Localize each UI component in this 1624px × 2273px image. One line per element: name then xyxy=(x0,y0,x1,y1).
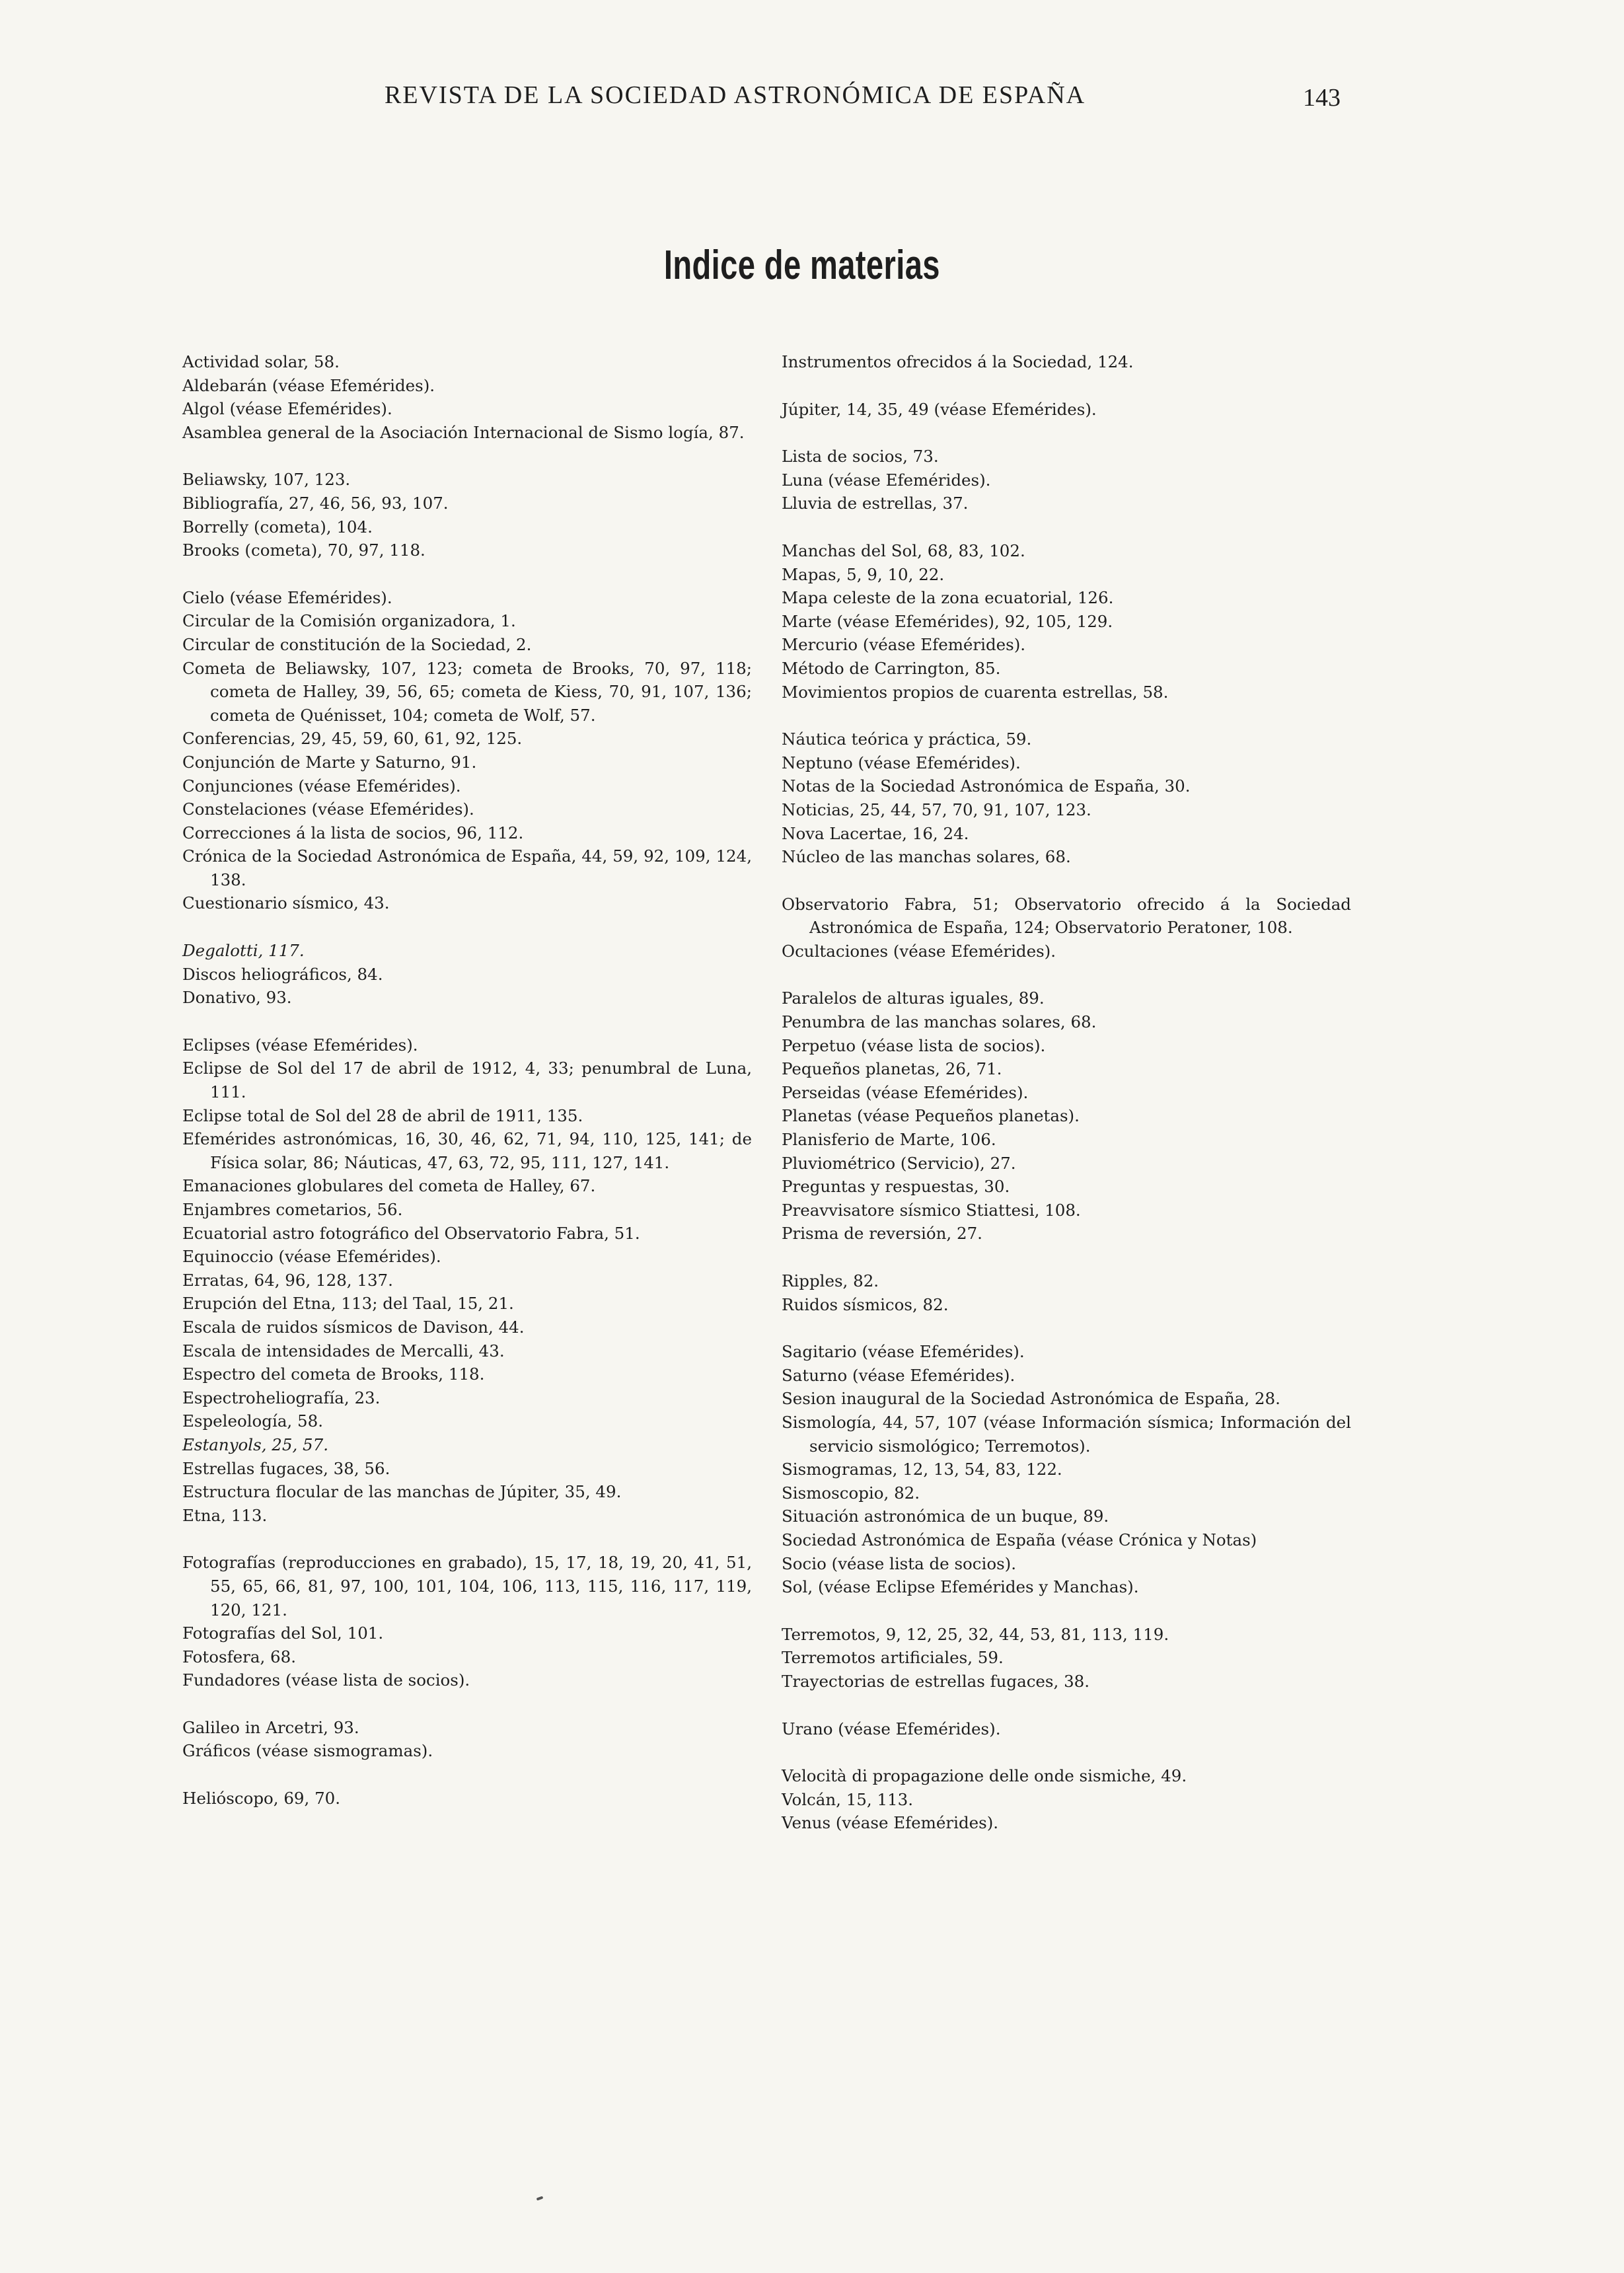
index-entry: Gráficos (véase sismogramas). xyxy=(182,1741,433,1761)
page-number: 143 xyxy=(1303,84,1341,112)
index-entry: Erupción del Etna, 113; del Taal, 15, 21. xyxy=(182,1294,514,1314)
index-letter-group xyxy=(782,539,1351,704)
index-entry: Marte (véase Efemérides), 92, 105, 129. xyxy=(782,611,1113,631)
index-entry: Lluvia de estrellas, 37. xyxy=(782,494,969,513)
index-entry: Noticias, 25, 44, 57, 70, 91, 107, 123. xyxy=(782,800,1091,819)
index-entry: Lista de socios, 73. xyxy=(782,447,939,466)
index-entry: Luna (véase Efemérides). xyxy=(782,470,991,490)
index-entry: Neptuno (véase Efemérides). xyxy=(782,753,1021,772)
index-letter-group xyxy=(182,586,752,915)
index-entry: Preavvisatore sísmico Stiattesi, 108. xyxy=(782,1200,1081,1220)
index-letter-group xyxy=(182,1033,752,1527)
index-entry: Náutica teórica y práctica, 59. xyxy=(782,729,1032,749)
index-entry: Paralelos de alturas iguales, 89. xyxy=(782,988,1045,1008)
index-entry: Escala de ruidos sísmicos de Davison, 44. xyxy=(182,1317,525,1337)
index-entry: Conjunciones (véase Efemérides). xyxy=(182,776,461,796)
index-entry: Crónica de la Sociedad Astronómica de España, 44, 59, 92, 109, 124, 138. xyxy=(182,846,752,889)
index-entry: Estrellas fugaces, 38, 56. xyxy=(182,1458,390,1478)
index-entry: Cometa de Beliawsky, 107, 123; cometa de Brooks, 70, 97, 118; cometa de Halley, 39, 56, 65; cometa de Kiess, 70, 91, 107, 136; cometa de Quénisset, 104; cometa de Wolf, 57. xyxy=(182,658,752,725)
index-entry: Mapa celeste de la zona ecuatorial, 126. xyxy=(782,588,1114,608)
index-entry: Ecuatorial astro fotográfico del Observatorio Fabra, 51. xyxy=(182,1223,640,1243)
index-entry: Espeleología, 58. xyxy=(182,1411,323,1431)
index-entry: Manchas del Sol, 68, 83, 102. xyxy=(782,540,1025,560)
index-entry: Prisma de reversión, 27. xyxy=(782,1224,982,1244)
index-entry: Eclipse de Sol del 17 de abril de 1912, 4, 33; penumbral de Luna, 111. xyxy=(182,1059,752,1102)
index-entry: Fotografías (reproducciones en grabado), 15, 17, 18, 19, 20, 41, 51, 55, 65, 66, 81, 97, 100, 101, 104, 106, 113, 115, 116, 117, 119, 120, 121. xyxy=(182,1553,752,1620)
index-entry: Pluviométrico (Servicio), 27. xyxy=(782,1153,1016,1173)
index-entry: Sociedad Astronómica de España (véase Crónica y Notas) xyxy=(782,1530,1257,1549)
index-entry: Actividad solar, 58. xyxy=(182,352,340,371)
index-entry: Ruidos sísmicos, 82. xyxy=(782,1294,949,1314)
index-column-left xyxy=(182,350,752,1834)
index-letter-group xyxy=(782,987,1351,1246)
running-header: REVISTA DE LA SOCIEDAD ASTRONÓMICA DE ESPAÑA xyxy=(385,81,1086,109)
index-letter-group xyxy=(782,727,1351,869)
index-letter-group xyxy=(782,350,1351,374)
index-entry: Velocità di propagazione delle onde sismiche, 49. xyxy=(782,1766,1187,1786)
index-entry: Sagitario (véase Efemérides). xyxy=(782,1342,1025,1362)
index-entry: Efemérides astronómicas, 16, 30, 46, 62, 71, 94, 110, 125, 141; de Física solar, 86; Náuticas, 47, 63, 72, 95, 111, 127, 141. xyxy=(182,1129,752,1172)
index-entry: Mapas, 5, 9, 10, 22. xyxy=(782,564,945,584)
index-entry: Terremotos, 9, 12, 25, 32, 44, 53, 81, 113, 119. xyxy=(782,1624,1169,1644)
index-entry: Fundadores (véase lista de socios). xyxy=(182,1670,470,1690)
index-entry: Movimientos propios de cuarenta estrellas, 58. xyxy=(782,682,1169,702)
index-letter-group xyxy=(782,1269,1351,1316)
index-letter-group xyxy=(182,1787,752,1810)
index-entry: Método de Carrington, 85. xyxy=(782,658,1001,678)
index-letter-group xyxy=(182,468,752,562)
index-entry: Júpiter, 14, 35, 49 (véase Efemérides). xyxy=(782,399,1097,419)
index-letter-group xyxy=(182,1716,752,1763)
index-letter-group xyxy=(182,939,752,1010)
index-entry: Algol (véase Efemérides). xyxy=(182,399,392,419)
index-entry: Emanaciones globulares del cometa de Halley, 67. xyxy=(182,1176,596,1196)
index-entry: Espectroheliografía, 23. xyxy=(182,1388,381,1407)
index-entry: Fotografías del Sol, 101. xyxy=(182,1623,384,1643)
index-entry: Galileo in Arcetri, 93. xyxy=(182,1717,359,1737)
index-entry: Planisferio de Marte, 106. xyxy=(782,1130,996,1150)
index-entry: Saturno (véase Efemérides). xyxy=(782,1365,1015,1385)
index-letter-group xyxy=(182,350,752,444)
index-entry: Donativo, 93. xyxy=(182,988,292,1008)
index-entry: Estructura flocular de las manchas de Júpiter, 35, 49. xyxy=(182,1482,622,1502)
index-entry: Trayectorias de estrellas fugaces, 38. xyxy=(782,1671,1090,1691)
index-entry: Notas de la Sociedad Astronómica de España, 30. xyxy=(782,776,1191,796)
index-entry: Helióscopo, 69, 70. xyxy=(182,1789,341,1808)
index-entry: Penumbra de las manchas solares, 68. xyxy=(782,1012,1097,1032)
index-entry: Ripples, 82. xyxy=(782,1271,879,1290)
index-entry: Asamblea general de la Asociación Internacional de Sismo logía, 87. xyxy=(182,422,745,442)
index-entry: Degalotti, 117. xyxy=(182,941,305,961)
index-letter-group xyxy=(782,445,1351,515)
index-entry: Ocultaciones (véase Efemérides). xyxy=(782,941,1056,961)
index-entry: Volcán, 15, 113. xyxy=(782,1789,914,1809)
index-entry: Sismología, 44, 57, 107 (véase Información sísmica; Información del servicio sismológico; Terremotos). xyxy=(782,1412,1351,1456)
index-entry: Pequeños planetas, 26, 71. xyxy=(782,1059,1002,1079)
index-letter-group xyxy=(782,1623,1351,1694)
index-entry: Perpetuo (véase lista de socios). xyxy=(782,1035,1046,1055)
index-entry: Instrumentos ofrecidos á la Sociedad, 124. xyxy=(782,352,1134,371)
index-entry: Eclipse total de Sol del 28 de abril de 1911, 135. xyxy=(182,1105,583,1125)
index-entry: Correcciones á la lista de socios, 96, 112. xyxy=(182,823,524,842)
index-entry: Bibliografía, 27, 46, 56, 93, 107. xyxy=(182,493,449,513)
index-entry: Fotosfera, 68. xyxy=(182,1647,297,1666)
index-entry: Situación astronómica de un buque, 89. xyxy=(782,1507,1109,1526)
index-entry: Planetas (véase Pequeños planetas). xyxy=(782,1106,1080,1126)
index-entry: Conferencias, 29, 45, 59, 60, 61, 92, 125. xyxy=(182,729,523,749)
index-entry: Enjambres cometarios, 56. xyxy=(182,1200,403,1219)
index-column-right xyxy=(782,350,1351,1859)
index-entry: Brooks (cometa), 70, 97, 118. xyxy=(182,540,425,560)
index-entry: Aldebarán (véase Efemérides). xyxy=(182,375,435,395)
index-entry: Circular de la Comisión organizadora, 1. xyxy=(182,611,516,631)
index-entry: Terremotos artificiales, 59. xyxy=(782,1648,1004,1668)
index-entry: Beliawsky, 107, 123. xyxy=(182,470,351,490)
index-entry: Circular de constitución de la Sociedad, 2. xyxy=(182,634,532,654)
index-entry: Observatorio Fabra, 51; Observatorio ofrecido á la Sociedad Astronómica de España, 124; Observatorio Peratoner, 108. xyxy=(782,894,1351,938)
index-entry: Nova Lacertae, 16, 24. xyxy=(782,823,969,843)
index-entry: Socio (véase lista de socios). xyxy=(782,1553,1016,1573)
index-entry: Constelaciones (véase Efemérides). xyxy=(182,800,474,819)
index-entry: Perseidas (véase Efemérides). xyxy=(782,1082,1029,1102)
index-entry: Etna, 113. xyxy=(182,1505,268,1525)
index-entry: Erratas, 64, 96, 128, 137. xyxy=(182,1270,393,1290)
index-entry: Discos heliográficos, 84. xyxy=(182,964,383,984)
index-entry: Cuestionario sísmico, 43. xyxy=(182,893,390,913)
index-entry: Conjunción de Marte y Saturno, 91. xyxy=(182,752,477,772)
index-entry: Sesion inaugural de la Sociedad Astronómica de España, 28. xyxy=(782,1389,1280,1409)
index-entry: Sismogramas, 12, 13, 54, 83, 122. xyxy=(782,1460,1062,1479)
index-entry: Escala de intensidades de Mercalli, 43. xyxy=(182,1341,505,1360)
index-entry: Sismoscopio, 82. xyxy=(782,1483,920,1503)
index-letter-group xyxy=(782,1764,1351,1835)
index-letter-group xyxy=(782,398,1351,422)
index-letter-group xyxy=(782,893,1351,963)
index-letter-group xyxy=(182,1551,752,1692)
index-entry: Preguntas y respuestas, 30. xyxy=(782,1177,1010,1197)
index-entry: Cielo (véase Efemérides). xyxy=(182,587,392,607)
index-entry: Eclipses (véase Efemérides). xyxy=(182,1035,418,1055)
index-entry: Mercurio (véase Efemérides). xyxy=(782,635,1026,655)
index-entry: Sol, (véase Eclipse Efemérides y Manchas). xyxy=(782,1577,1139,1597)
index-letter-group xyxy=(782,1340,1351,1599)
index-title: Indice de materias xyxy=(663,242,940,288)
index-entry: Urano (véase Efemérides). xyxy=(782,1719,1001,1738)
index-entry: Núcleo de las manchas solares, 68. xyxy=(782,847,1071,867)
index-entry: Equinoccio (véase Efemérides). xyxy=(182,1247,441,1267)
index-entry: Estanyols, 25, 57. xyxy=(182,1435,328,1454)
index-entry: Borrelly (cometa), 104. xyxy=(182,517,373,537)
ink-speck xyxy=(536,2196,544,2200)
index-letter-group xyxy=(782,1717,1351,1741)
index-entry: Venus (véase Efemérides). xyxy=(782,1813,999,1833)
index-entry: Espectro del cometa de Brooks, 118. xyxy=(182,1364,485,1384)
